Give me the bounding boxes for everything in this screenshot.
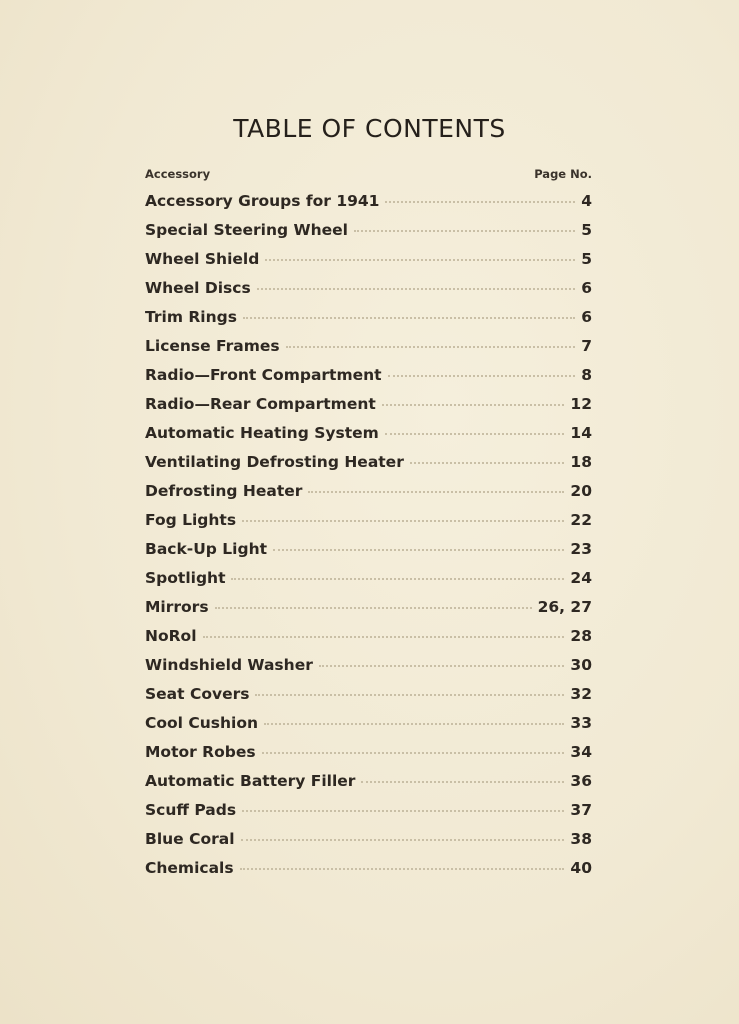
dot-leader (361, 781, 564, 783)
toc-entry (145, 192, 592, 221)
entry-label: Motor Robes (145, 743, 256, 761)
column-header-accessory: Accessory (145, 167, 211, 181)
dot-leader (265, 259, 575, 261)
toc-entry (145, 714, 592, 743)
entry-page-number: 28 (570, 627, 592, 645)
toc-entry (145, 250, 592, 279)
toc-entry (145, 569, 592, 598)
toc-entry (145, 279, 592, 308)
entry-page-number: 34 (570, 743, 592, 761)
entry-page-number: 38 (570, 830, 592, 848)
entry-page-number: 8 (581, 366, 592, 384)
dot-leader (231, 578, 564, 580)
entry-page-number: 5 (581, 250, 592, 268)
entry-label: Seat Covers (145, 685, 250, 703)
entry-label: Cool Cushion (145, 714, 259, 732)
dot-leader (264, 723, 564, 725)
toc-entry (145, 656, 592, 685)
toc-entry (145, 743, 592, 772)
entry-label: Ventilating Defrosting Heater (145, 453, 404, 471)
entry-page-number: 23 (570, 540, 592, 558)
dot-leader (273, 549, 564, 551)
toc-entry (145, 772, 592, 801)
entry-label: Trim Rings (145, 308, 237, 326)
entry-label: NoRol (145, 627, 197, 645)
entry-page-number: 12 (570, 395, 592, 413)
entry-label: Special Steering Wheel (145, 221, 348, 239)
dot-leader (262, 752, 565, 754)
dot-leader (255, 694, 564, 696)
entry-label: Fog Lights (145, 511, 237, 529)
toc-entry (145, 801, 592, 830)
page-title: TABLE OF CONTENTS (233, 114, 506, 143)
dot-leader (242, 810, 564, 812)
dot-leader (385, 433, 565, 435)
toc-entry (145, 482, 592, 511)
entry-label: Automatic Heating System (145, 424, 379, 442)
entry-page-number: 6 (581, 279, 592, 297)
toc-entry (145, 424, 592, 453)
entry-page-number: 26, 27 (537, 598, 592, 616)
dot-leader (215, 607, 532, 609)
toc-entry (145, 366, 592, 395)
dot-leader (382, 404, 565, 406)
entry-page-number: 36 (570, 772, 592, 790)
entry-label: Defrosting Heater (145, 482, 303, 500)
toc-entry (145, 540, 592, 569)
toc-entry (145, 453, 592, 482)
column-header-page-no: Page No. (534, 167, 592, 181)
dot-leader (243, 317, 575, 319)
entry-label: Automatic Battery Filler (145, 772, 356, 790)
entry-label: Radio—Rear Compartment (145, 395, 376, 413)
dot-leader (354, 230, 575, 232)
dot-leader (241, 839, 565, 841)
entry-label: Radio—Front Compartment (145, 366, 382, 384)
dot-leader (286, 346, 576, 348)
entry-label: Windshield Washer (145, 656, 313, 674)
entry-page-number: 20 (570, 482, 592, 500)
toc-header (145, 167, 592, 181)
dot-leader (410, 462, 565, 464)
dot-leader (388, 375, 576, 377)
entry-label: Wheel Shield (145, 250, 260, 268)
entry-page-number: 18 (570, 453, 592, 471)
entry-label: Scuff Pads (145, 801, 237, 819)
dot-leader (242, 520, 564, 522)
toc-entry (145, 511, 592, 540)
dot-leader (240, 868, 565, 870)
entry-label: Accessory Groups for 1941 (145, 192, 380, 210)
entry-page-number: 6 (581, 308, 592, 326)
entry-page-number: 30 (570, 656, 592, 674)
toc-entry (145, 598, 592, 627)
entry-label: Wheel Discs (145, 279, 251, 297)
entry-label: Spotlight (145, 569, 226, 587)
entry-label: Blue Coral (145, 830, 235, 848)
entry-label: Chemicals (145, 859, 234, 877)
dot-leader (203, 636, 565, 638)
entry-page-number: 37 (570, 801, 592, 819)
entry-page-number: 5 (581, 221, 592, 239)
entry-page-number: 22 (570, 511, 592, 529)
dot-leader (385, 201, 575, 203)
entry-page-number: 14 (570, 424, 592, 442)
toc-entry (145, 685, 592, 714)
entry-label: Back-Up Light (145, 540, 268, 558)
toc-entry (145, 308, 592, 337)
entry-page-number: 33 (570, 714, 592, 732)
toc-entry (145, 395, 592, 424)
dot-leader (257, 288, 576, 290)
entry-page-number: 7 (581, 337, 592, 355)
dot-leader (308, 491, 564, 493)
toc-entry (145, 221, 592, 250)
entry-page-number: 24 (570, 569, 592, 587)
entry-label: License Frames (145, 337, 280, 355)
dot-leader (319, 665, 565, 667)
toc-entry (145, 859, 592, 888)
table-of-contents (145, 192, 592, 888)
toc-entry (145, 337, 592, 366)
entry-page-number: 40 (570, 859, 592, 877)
entry-page-number: 4 (581, 192, 592, 210)
entry-label: Mirrors (145, 598, 209, 616)
toc-entry (145, 627, 592, 656)
toc-entry (145, 830, 592, 859)
entry-page-number: 32 (570, 685, 592, 703)
